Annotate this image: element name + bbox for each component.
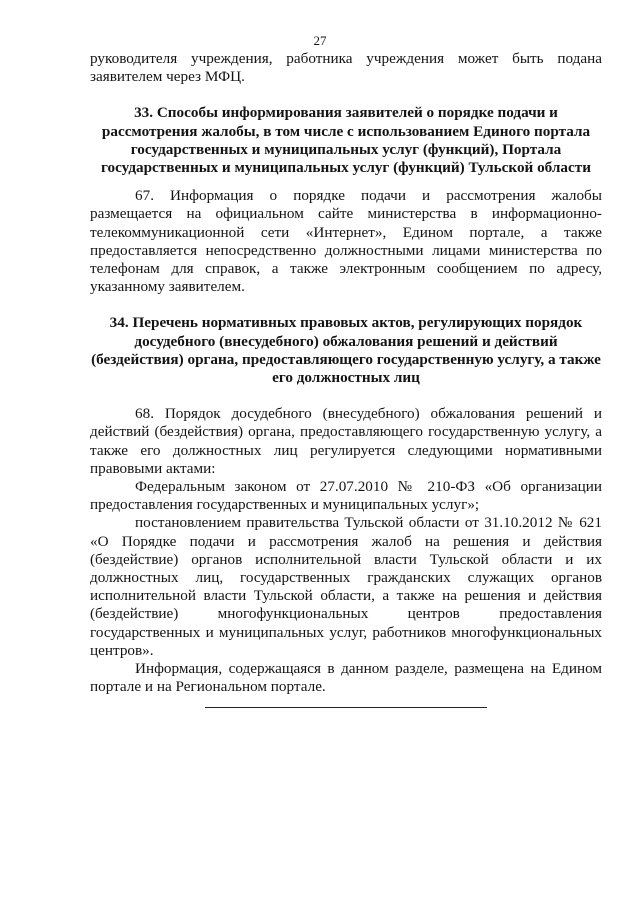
law-federal: Федеральным законом от 27.07.2010 № 210-ФЗ «Об организации предоставления государственных и муниципальных услуг»; <box>90 478 602 514</box>
paragraph-67: 67. Информация о порядке подачи и рассмотрения жалобы размещается на официальном сайте министерства в информационно-телекоммуникационной сети «Интернет», Едином портале, а также предоставляется непосредственно должностными лицами министерства по телефонам для справок, а также электронным сообщением по адресу, указанному заявителем. <box>90 187 602 296</box>
section-33-heading: 33. Способы информирования заявителей о порядке подачи и рассмотрения жалобы, в том числе с использованием Единого портала государственных и муниципальных услуг (функций), Портала государственных и муниципальных услуг (функций) Тульской области <box>101 104 591 177</box>
intro-paragraph: руководителя учреждения, работника учреждения может быть подана заявителем через МФЦ. <box>90 50 602 86</box>
closing-rule <box>205 707 487 708</box>
page-content <box>90 50 602 697</box>
section-34-heading: 34. Перечень нормативных правовых актов, регулирующих порядок досудебного (внесудебного) обжалования решений и действий (бездействия) органа, предоставляющего государственную услугу, а также его должностных лиц <box>91 314 601 387</box>
closing-note: Информация, содержащаяся в данном разделе, размещена на Едином портале и на Региональном портале. <box>90 660 602 696</box>
page-number: 27 <box>313 33 327 48</box>
paragraph-68: 68. Порядок досудебного (внесудебного) обжалования решений и действий (бездействия) органа, предоставляющего государственную услугу, а также его должностных лиц регулируется следующими нормативными правовыми актами: <box>90 405 602 477</box>
law-regional: постановлением правительства Тульской области от 31.10.2012 № 621 «О Порядке подачи и рассмотрения жалоб на решения и действия (бездействие) органов исполнительной власти Тульской области и их должностных лиц, государственных гражданских служащих органов исполнительной власти Тульской области, а также на решения и действия (бездействие) многофункциональных центров предоставления государственных и муниципальных услуг, работников многофункциональных центров». <box>90 514 602 659</box>
